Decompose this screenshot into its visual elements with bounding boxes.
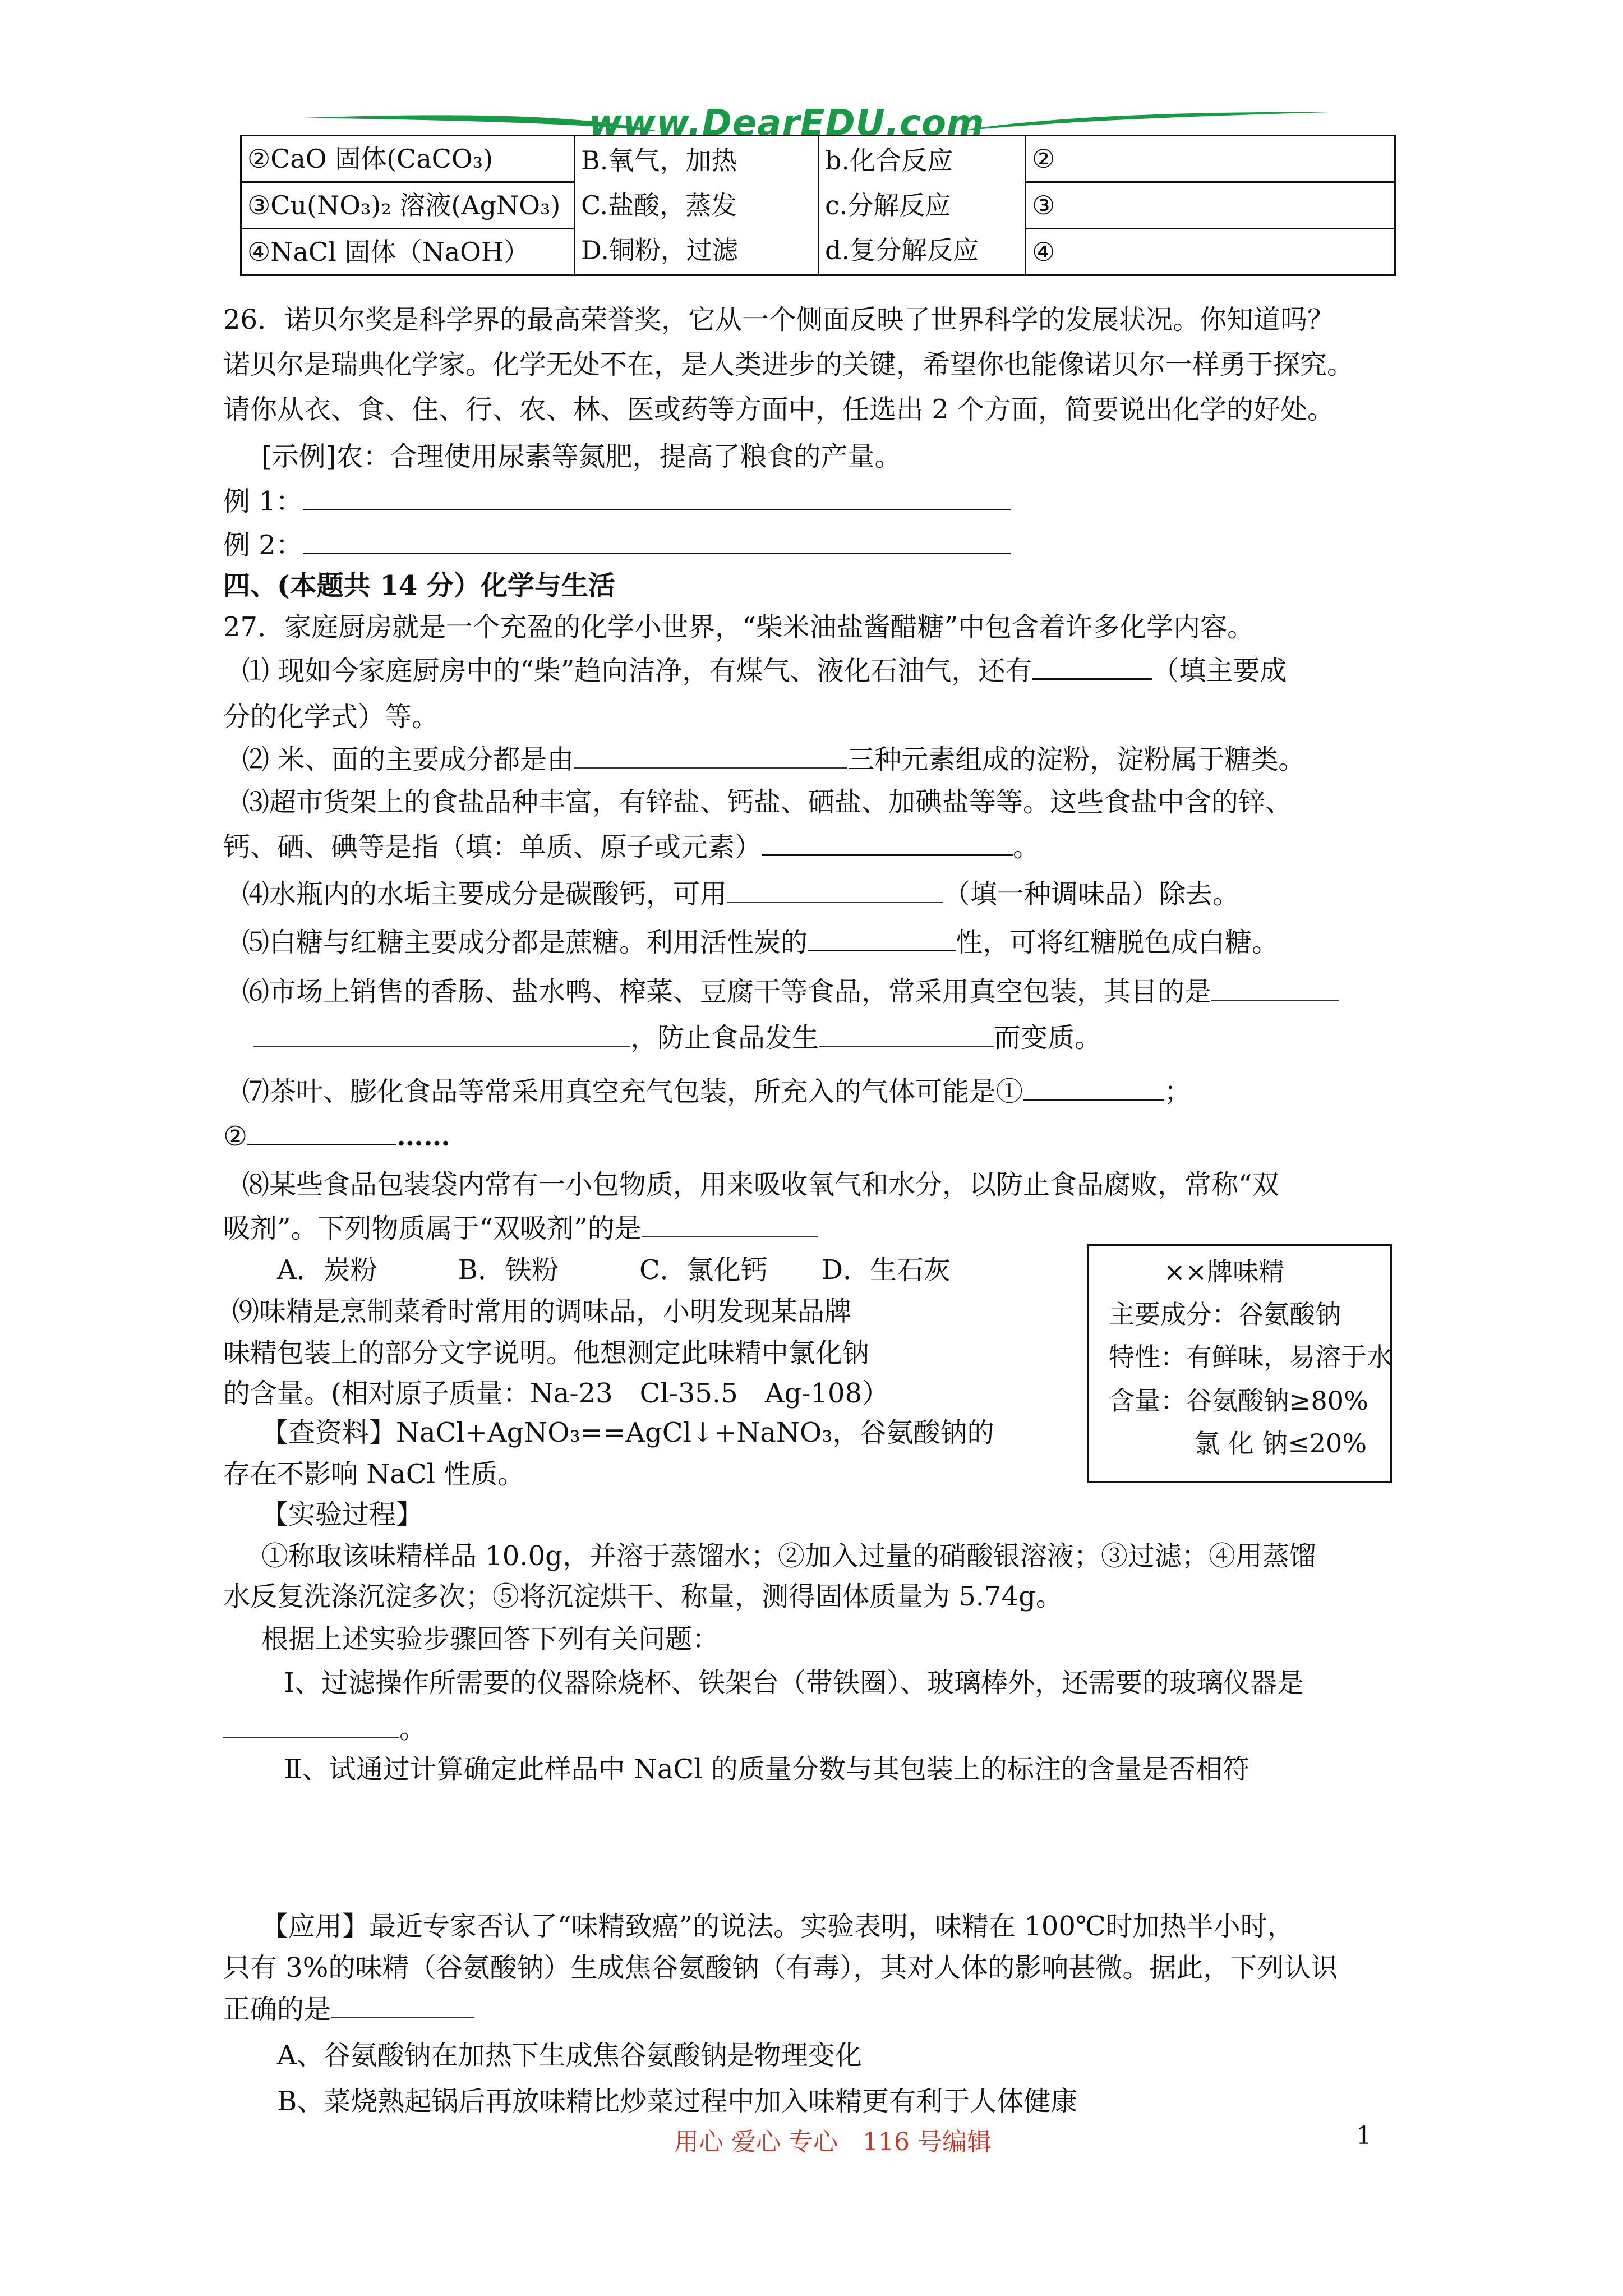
table-cell-methods <box>575 136 819 275</box>
q27-part-4: ⑷水瓶内的水垢主要成分是碳酸钙，可用 （填一种调味品）除去。 <box>242 878 1240 910</box>
application-text: 正确的是 <box>223 1991 474 2027</box>
answer-blank[interactable] <box>223 1714 399 1738</box>
label-line: 特性：有鲜味，易溶于水 <box>1109 1342 1393 1372</box>
section-title: 四、(本题共 14 分）化学与生活 <box>223 570 615 601</box>
page-number: 1 <box>1356 2122 1372 2150</box>
q26-text: 诺贝尔是瑞典化学家。化学无处不在，是人类进步的关键，希望你也能像诺贝尔一样勇于探究。 <box>223 349 1354 380</box>
table-cell-answer: ④ <box>1026 229 1395 275</box>
q27-part-5: ⑸白糖与红糖主要成分都是蔗糖。利用活性炭的 性，可将红糖脱色成白糖。 <box>242 927 1279 958</box>
q26-answer-1 <box>223 484 1011 519</box>
site-logo-text: www.DearEDU.com <box>589 103 985 144</box>
q27-part-8-options: A．炭粉 B．铁粉 C．氯化钙 D．生石灰 <box>277 1254 951 1286</box>
application-text: 【应用】最近专家否认了“味精致癌”的说法。实验表明，味精在 100℃时加热半小时， <box>261 1911 1294 1942</box>
q27-part-1-cont: 分的化学式）等。 <box>223 701 439 733</box>
method-option: C.盐酸，蒸发 <box>581 190 737 220</box>
answer-intro: 根据上述实验步骤回答下列有关问题： <box>261 1623 720 1655</box>
q26-example: [示例]农：合理使用尿素等氮肥，提高了粮食的产量。 <box>261 441 902 472</box>
method-option: D.铜粉，过滤 <box>581 235 738 265</box>
answer-blank[interactable] <box>762 832 1013 856</box>
question-I-cont: 。 <box>223 1711 426 1747</box>
table-cell-mixture: ③Cu(NO₃)₂ 溶液(AgNO₃) <box>241 182 575 229</box>
q27-part-7: ⑺茶叶、膨化食品等常采用真空充气包装，所充入的气体可能是① ； <box>242 1076 1192 1107</box>
msg-label-box <box>1087 1244 1392 1483</box>
option-b: B、菜烧熟起锅后再放味精比炒菜过程中加入味精更有利于人体健康 <box>277 2086 1078 2117</box>
table-row <box>241 136 1395 182</box>
lookup-text: 存在不影响 NaCl 性质。 <box>223 1458 525 1490</box>
experiment-title: 【实验过程】 <box>261 1499 423 1530</box>
question-II: Ⅱ、试通过计算确定此样品中 NaCl 的质量分数与其包装上的标注的含量是否相符 <box>284 1754 1249 1785</box>
answer-blank[interactable] <box>642 1214 818 1237</box>
answer-blank[interactable] <box>253 1023 630 1047</box>
experiment-text: ①称取该味精样品 10.0g，并溶于蒸馏水；②加入过量的硝酸银溶液；③过滤；④用蒸馏 <box>261 1540 1316 1572</box>
table-cell-answer: ③ <box>1026 182 1395 229</box>
answer-label: 例 1： <box>223 486 303 517</box>
answer-blank[interactable] <box>331 1995 474 2018</box>
answer-label: 例 2： <box>223 530 303 561</box>
experiment-text: 水反复洗涤沉淀多次；⑤将沉淀烘干、称量，测得固体质量为 5.74g。 <box>223 1581 1063 1612</box>
table-cell-answer: ② <box>1026 136 1395 182</box>
answer-blank[interactable] <box>1023 1076 1164 1101</box>
method-option: B.氧气，加热 <box>581 145 737 176</box>
answer-blank[interactable] <box>1211 977 1339 1001</box>
reagent-table <box>240 135 1396 276</box>
q27-part-9: ⑼味精是烹制菜肴时常用的调味品，小明发现某品牌 <box>232 1296 852 1327</box>
q26-text: 请你从衣、食、住、行、农、林、医或药等方面中，任选出 2 个方面，简要说出化学的好处。 <box>223 394 1335 425</box>
answer-blank[interactable] <box>303 530 1011 554</box>
application-text: 只有 3%的味精（谷氨酸钠）生成焦谷氨酸钠（有毒），其对人体的影响甚微。据此，下列认识 <box>223 1952 1338 1984</box>
q27-part-1: ⑴ 现如今家庭厨房中的“柴”趋向洁净，有煤气、液化石油气，还有 （填主要成 <box>242 655 1287 687</box>
answer-blank[interactable] <box>808 927 956 951</box>
q27-part-6: ⑹市场上销售的香肠、盐水鸭、榨菜、豆腐干等食品，常采用真空包装，其目的是 <box>242 974 1339 1010</box>
label-line: 主要成分：谷氨酸钠 <box>1109 1299 1341 1329</box>
footer-text: 用心 爱心 专心 116 号编辑 <box>674 2128 992 2156</box>
answer-blank[interactable] <box>819 1023 994 1047</box>
table-cell-mixture: ②CaO 固体(CaCO₃) <box>241 136 575 182</box>
q26-text: 26．诺贝尔奖是科学界的最高荣誉奖，它从一个侧面反映了世界科学的发展状况。你知道吗？ <box>223 304 1335 335</box>
reaction-option: b.化合反应 <box>825 145 953 176</box>
answer-blank[interactable] <box>727 880 943 903</box>
q27-intro: 27．家庭厨房就是一个充盈的化学小世界，“柴米油盐酱醋糖”中包含着许多化学内容。 <box>223 611 1255 643</box>
q27-part-9: 味精包装上的部分文字说明。他想测定此味精中氯化钠 <box>223 1337 870 1369</box>
q27-part-2: ⑵ 米、面的主要成分都是由 三种元素组成的淀粉，淀粉属于糖类。 <box>242 744 1306 775</box>
label-title: ××牌味精 <box>1164 1257 1285 1287</box>
q27-part-3: ⑶超市货架上的食盐品种丰富，有锌盐、钙盐、硒盐、加碘盐等等。这些食盐中含的锌、 <box>242 786 1293 818</box>
question-I: Ⅰ、过滤操作所需要的仪器除烧杯、铁架台（带铁圈）、玻璃棒外，还需要的玻璃仪器是 <box>284 1667 1304 1699</box>
answer-blank[interactable] <box>1032 656 1152 680</box>
label-line: 氯 化 钠≤20% <box>1194 1428 1367 1458</box>
reaction-option: c.分解反应 <box>825 190 951 220</box>
table-cell-reactions <box>819 136 1026 275</box>
lookup-text: 【查资料】NaCl+AgNO₃==AgCl↓+NaNO₃，谷氨酸钠的 <box>261 1417 994 1448</box>
q27-part-3-cont: 钙、硒、碘等是指（填：单质、原子或元素） 。 <box>223 831 1040 863</box>
option-a: A、谷氨酸钠在加热下生成焦谷氨酸钠是物理变化 <box>277 2040 862 2071</box>
reaction-option: d.复分解反应 <box>825 235 979 265</box>
answer-blank[interactable] <box>247 1121 396 1145</box>
q27-part-8-cont: 吸剂”。下列物质属于“双吸剂”的是 <box>223 1211 818 1246</box>
q27-part-8: ⑻某些食品包装袋内常有一小包物质，用来吸收氧气和水分，以防止食品腐败，常称“双 <box>242 1169 1279 1200</box>
table-cell-mixture: ④NaCl 固体（NaOH） <box>241 229 575 275</box>
q27-part-6-cont: ，防止食品发生 而变质。 <box>253 1020 1101 1056</box>
answer-blank[interactable] <box>574 745 847 769</box>
q27-part-7-cont: ② …… <box>223 1121 451 1152</box>
label-line: 含量：谷氨酸钠≥80% <box>1109 1386 1368 1416</box>
q27-part-9: 的含量。(相对原子质量：Na-23 Cl-35.5 Ag-108） <box>223 1378 889 1409</box>
q26-answer-2 <box>223 527 1011 563</box>
answer-blank[interactable] <box>303 486 1011 510</box>
